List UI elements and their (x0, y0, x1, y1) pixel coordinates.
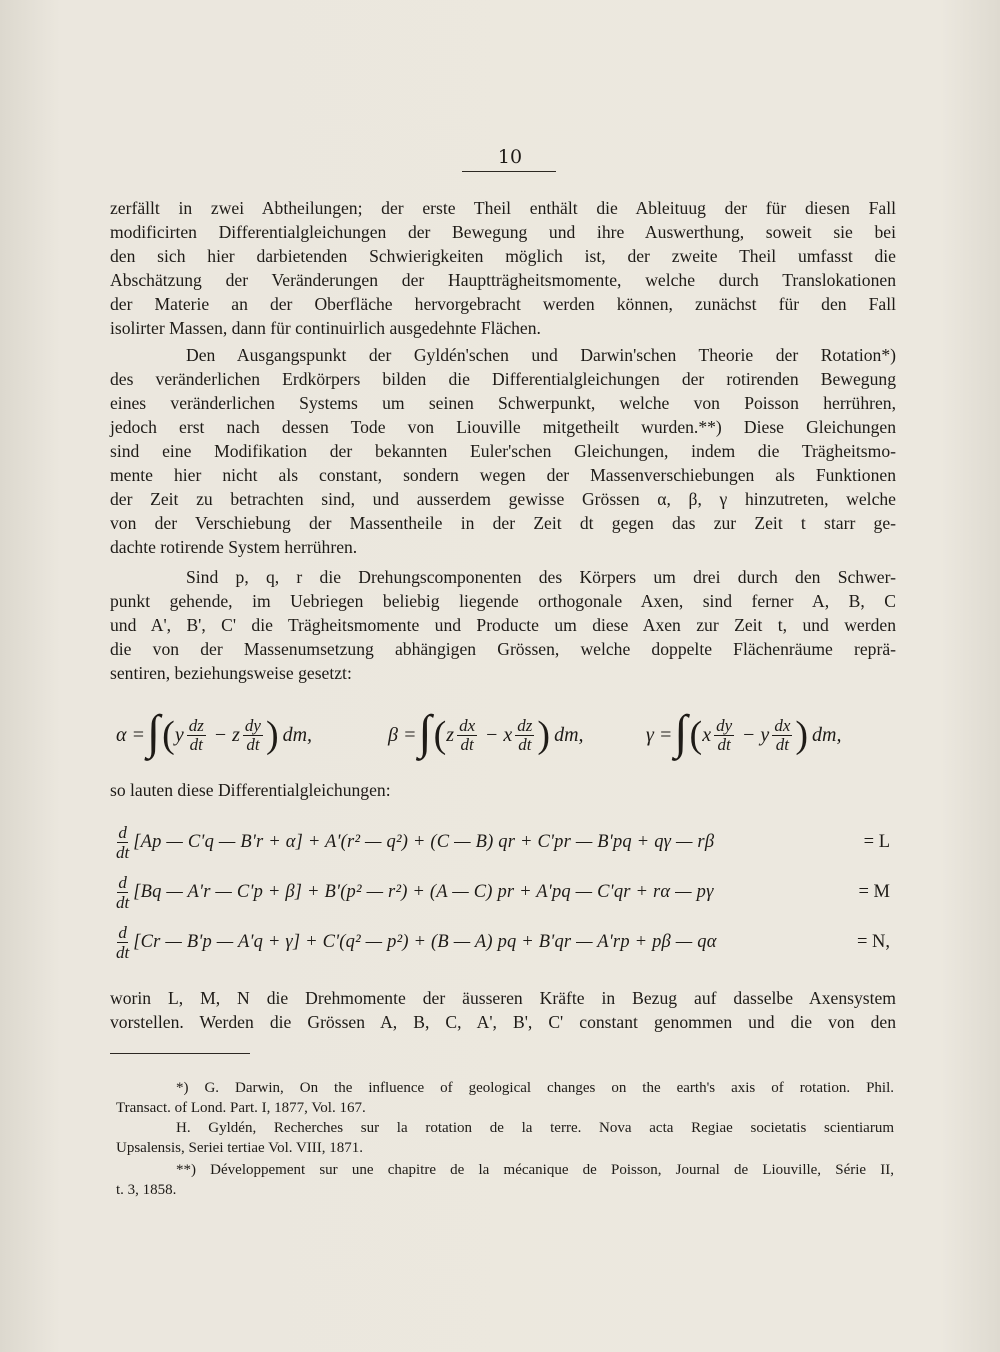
text-line: zerfällt in zwei Abtheilungen; der erste Theil enthält die Ableituug der für diesen Fall (110, 198, 896, 218)
text-line: modificirten Differentialgleichungen der Bewegung und ihre Auswerthung, soweit sie bei (110, 222, 896, 242)
text-line: der Materie an der Oberfläche hervorgebracht werden können, zunächst für den Fall (110, 294, 896, 314)
formula-lhs: β = (388, 723, 417, 746)
footnote-line: H. Gyldén, Recherches sur la rotation de la terre. Nova acta Regiae societatis scientiarum (176, 1120, 894, 1136)
text-line: isolirter Massen, dann für continuirlich ausgedehnte Flächen. (110, 318, 541, 338)
text-line: und A', B', C' die Trägheitsmomente und Producte um diese Axen zur Zeit t, und werden (110, 615, 896, 635)
text-line: des veränderlichen Erdkörpers bilden die Differentialgleichungen der rotirenden Bewegung (110, 369, 896, 389)
text-line: sind eine Modifikation der bekannten Euler'schen Gleichungen, indem die Trägheitsmo- (110, 441, 896, 461)
text-line: Den Ausgangspunkt der Gyldén'schen und Darwin'schen Theorie der Rotation*) (186, 345, 896, 365)
equation-n: d dt [Cr — B'p — A'q + γ] + C'(q² — p²) + (B — A) pq + B'qr — A'rp + pβ — qα = N, (116, 922, 890, 962)
text-line: von der Verschiebung der Massentheile in der Zeit dt gegen das zur Zeit t starr ge- (110, 513, 896, 533)
text-line: dachte rotirende System herrühren. (110, 537, 358, 557)
integral-sign: ∫ (147, 706, 161, 759)
formula-lhs: α = (116, 723, 145, 746)
text-line: punkt gehende, im Uebriegen beliebig liegende orthogonale Axen, sind ferner A, B, C (110, 591, 896, 611)
text-line: der Zeit zu betrachten sind, und ausserdem gewisse Grössen α, β, γ hinzutreten, welche (110, 489, 896, 509)
text-line: eines veränderlichen Systems um seinen Schwerpunkt, welche von Poisson herrühren, (110, 393, 896, 413)
text-line: jedoch erst nach dessen Tode von Liouville mitgetheilt wurden.**) Diese Gleichungen (110, 417, 896, 437)
formula-lhs: γ = (646, 723, 673, 746)
formula-beta: β = ∫ ( z $\frac{dx}{dt}$ − x $\frac{dz}{dt}$ ) dm, (388, 706, 584, 759)
text-line: so lauten diese Differentialgleichungen: (110, 780, 391, 800)
page-number: 10 (497, 146, 523, 168)
text-line: worin L, M, N die Drehmomente der äusseren Kräfte in Bezug auf dasselbe Axensystem (110, 988, 896, 1008)
definition-formulas (116, 700, 896, 770)
text-line: Sind p, q, r die Drehungscomponenten des Körpers um drei durch den Schwer- (186, 567, 896, 587)
footnote-line: Transact. of Lond. Part. I, 1877, Vol. 167. (116, 1100, 366, 1116)
footnote-line: t. 3, 1858. (116, 1182, 177, 1198)
text-line: Abschätzung der Veränderungen der Hauptträgheitsmomente, welche durch Translokationen (110, 270, 896, 290)
footnote-rule (110, 1053, 250, 1054)
text-line: mente hier nicht als constant, sondern wegen der Massenverschiebungen als Funktionen (110, 465, 896, 485)
footnote-line: **) Développement sur une chapitre de la mécanique de Poisson, Journal de Liouville, Série II, (176, 1162, 894, 1178)
text-line: den sich hier darbietenden Schwierigkeiten möglich ist, der zweite Theil umfasst die (110, 246, 896, 266)
integral-sign: ∫ (418, 706, 432, 759)
formula-gamma: γ = ∫ ( x $\frac{dy}{dt}$ − y $\frac{dx}{dt}$ ) dm, (646, 706, 842, 759)
footnote-line: Upsalensis, Seriei tertiae Vol. VIII, 1871. (116, 1140, 364, 1156)
text-line: die von der Massenumsetzung abhängigen Grössen, welche doppelte Flächenräume reprä- (110, 639, 896, 659)
footnote-line: *) G. Darwin, On the influence of geological changes on the earth's axis of rotation. Phil. (176, 1080, 894, 1096)
text-line: vorstellen. Werden die Grössen A, B, C, A', B', C' constant genommen und die von den (110, 1012, 896, 1032)
integral-sign: ∫ (674, 706, 688, 759)
page-number-rule (462, 171, 556, 172)
equation-l: d dt [Ap — C'q — B'r + α] + A'(r² — q²) + (C — B) qr + C'pr — B'pq + qγ — rβ = L (116, 822, 890, 862)
text-line: sentiren, beziehungsweise gesetzt: (110, 663, 352, 683)
formula-alpha: α = ∫ ( y $\frac{dz}{dt}$ − z $\frac{dy}{dt}$ ) dm, (116, 706, 313, 759)
equation-m: d dt [Bq — A'r — C'p + β] + B'(p² — r²) + (A — C) pr + A'pq — C'qr + rα — pγ = M (116, 872, 890, 912)
